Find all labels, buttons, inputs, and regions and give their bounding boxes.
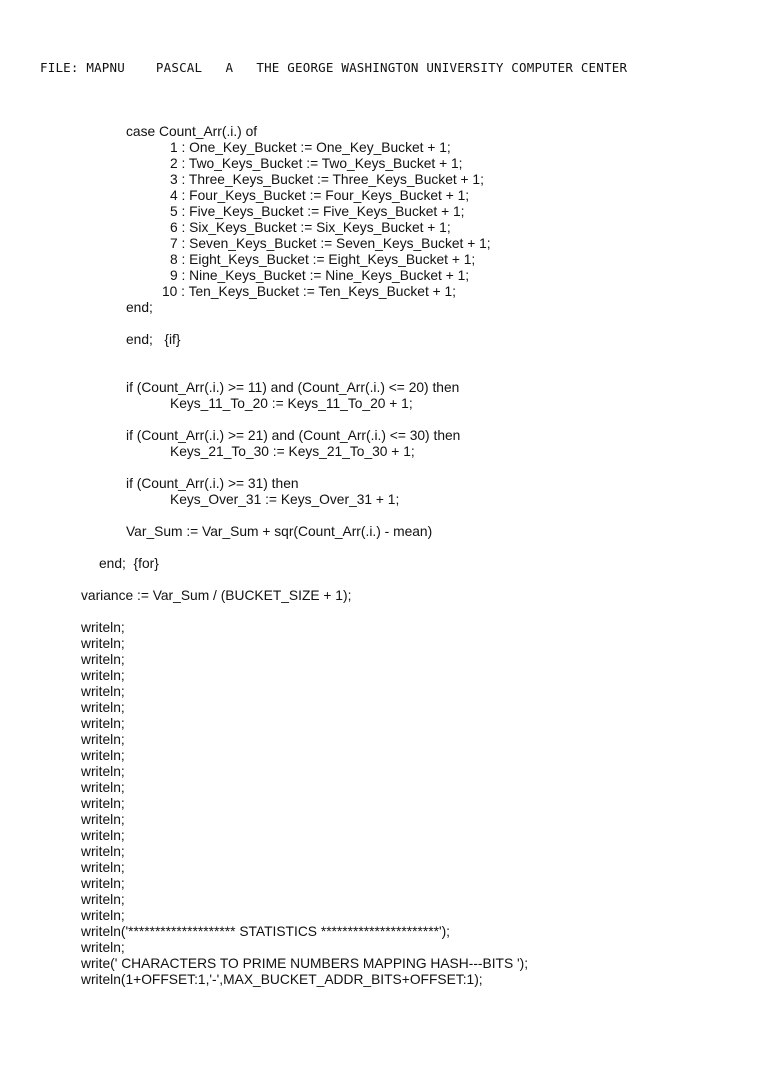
code-line: writeln; xyxy=(81,620,125,635)
code-line: writeln; xyxy=(81,764,125,779)
code-line: Var_Sum := Var_Sum + sqr(Count_Arr(.i.) - mean) xyxy=(126,524,433,539)
code-line: 4 : Four_Keys_Bucket := Four_Keys_Bucket + 1; xyxy=(170,188,470,203)
code-line xyxy=(40,604,528,620)
file-mode-label: A xyxy=(225,60,234,75)
code-line: 3 : Three_Keys_Bucket := Three_Keys_Bucket + 1; xyxy=(170,172,484,187)
code-line: writeln; xyxy=(81,652,125,667)
code-line: writeln; xyxy=(81,732,125,747)
code-line: writeln; xyxy=(81,828,125,843)
code-line xyxy=(40,508,528,524)
code-line: writeln('******************** STATISTICS **********************'); xyxy=(81,924,451,939)
code-line xyxy=(40,572,528,588)
code-line: 7 : Seven_Keys_Bucket := Seven_Keys_Bucket + 1; xyxy=(170,236,491,251)
code-line: write(' CHARACTERS TO PRIME NUMBERS MAPPING HASH---BITS '); xyxy=(81,956,529,971)
code-line: if (Count_Arr(.i.) >= 21) and (Count_Arr(.i.) <= 30) then xyxy=(126,428,461,443)
code-line: 2 : Two_Keys_Bucket := Two_Keys_Bucket + 1; xyxy=(170,156,463,171)
code-line: writeln; xyxy=(81,876,125,891)
code-line: Keys_11_To_20 := Keys_11_To_20 + 1; xyxy=(170,396,413,411)
code-line xyxy=(40,460,528,476)
code-line: writeln; xyxy=(81,668,125,683)
code-line: end; {for} xyxy=(99,556,159,571)
code-line: 8 : Eight_Keys_Bucket := Eight_Keys_Bucket + 1; xyxy=(170,252,476,267)
code-line xyxy=(40,364,528,380)
code-line: Keys_Over_31 := Keys_Over_31 + 1; xyxy=(170,492,400,507)
code-line xyxy=(40,540,528,556)
file-header xyxy=(40,60,627,75)
code-line: Keys_21_To_30 := Keys_21_To_30 + 1; xyxy=(170,444,415,459)
code-line: writeln; xyxy=(81,780,125,795)
code-line: 1 : One_Key_Bucket := One_Key_Bucket + 1; xyxy=(170,140,451,155)
code-line: end; xyxy=(126,300,153,315)
file-type-label: PASCAL xyxy=(155,60,203,75)
code-line: writeln; xyxy=(81,844,125,859)
code-line: writeln; xyxy=(81,796,125,811)
code-line: case Count_Arr(.i.) of xyxy=(126,124,258,139)
code-line: writeln; xyxy=(81,892,125,907)
code-line: writeln; xyxy=(81,812,125,827)
organization-label: THE GEORGE WASHINGTON UNIVERSITY COMPUTER CENTER xyxy=(256,60,628,75)
code-line: writeln; xyxy=(81,860,125,875)
source-code-listing xyxy=(40,124,528,988)
code-line: writeln; xyxy=(81,716,125,731)
code-line: if (Count_Arr(.i.) >= 11) and (Count_Arr(.i.) <= 20) then xyxy=(126,380,460,395)
code-line: variance := Var_Sum / (BUCKET_SIZE + 1); xyxy=(81,588,352,603)
code-line: writeln; xyxy=(81,908,125,923)
code-line: writeln; xyxy=(81,684,125,699)
code-line xyxy=(40,412,528,428)
code-line: if (Count_Arr(.i.) >= 31) then xyxy=(126,476,299,491)
code-line xyxy=(40,316,528,332)
code-line: 6 : Six_Keys_Bucket := Six_Keys_Bucket + 1; xyxy=(170,220,451,235)
code-line: writeln; xyxy=(81,748,125,763)
code-line: 5 : Five_Keys_Bucket := Five_Keys_Bucket + 1; xyxy=(170,204,465,219)
code-line: 10 : Ten_Keys_Bucket := Ten_Keys_Bucket + 1; xyxy=(162,284,457,299)
code-line: writeln(1+OFFSET:1,'-',MAX_BUCKET_ADDR_BITS+OFFSET:1); xyxy=(81,972,483,987)
code-line: end; {if} xyxy=(126,332,181,347)
code-line xyxy=(40,348,528,364)
code-line: writeln; xyxy=(81,700,125,715)
code-line: 9 : Nine_Keys_Bucket := Nine_Keys_Bucket + 1; xyxy=(170,268,470,283)
code-line: writeln; xyxy=(81,636,125,651)
code-line: writeln; xyxy=(81,940,125,955)
file-name-label: FILE: MAPNU xyxy=(40,60,125,75)
